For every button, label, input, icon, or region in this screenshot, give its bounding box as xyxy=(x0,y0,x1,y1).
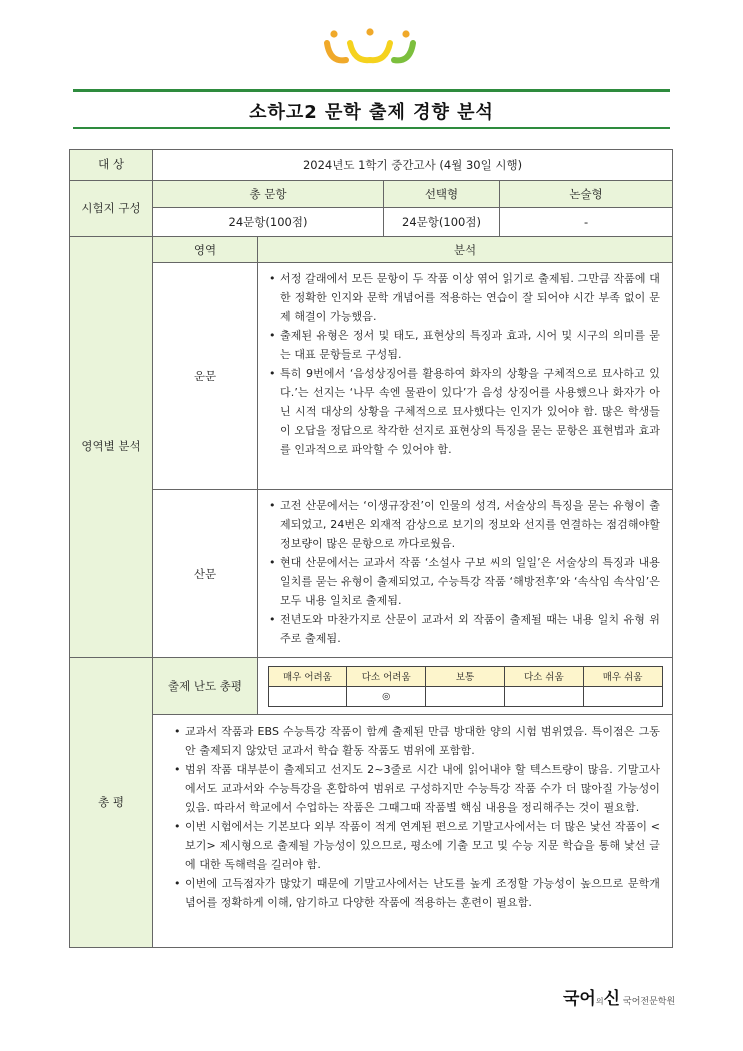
selected-difficulty-mark: ◎ xyxy=(347,686,426,706)
page-title: 소하고2 문학 출제 경향 분석 xyxy=(249,102,494,123)
col-essay-header: 논술형 xyxy=(500,181,673,208)
review-bullet-2: • 범위 작품 대부분이 출제되고 선지도 2~3줄로 시간 내에 읽어내야 할 텍스트량이 많음. 기말고사에서도 교과서와 수능특강을 혼합하여 범위로 구성하지만 수능특강 작품 수가 더 많아질 가능성이 있음. 따라서 학교에서 수업하는 작품은 그때그때 작품별 핵심 내용을 정리해주는 것이 필요함. xyxy=(185,760,660,817)
prose-analysis xyxy=(258,490,673,658)
brand-part-3: 신 xyxy=(603,989,621,1009)
school-logo-icon xyxy=(320,26,420,72)
verse-row xyxy=(70,263,673,490)
mark-very-easy xyxy=(583,686,662,706)
review-bullet-1: • 교과서 작품과 EBS 수능특강 작품이 함께 출제된 만큼 방대한 양의 시험 범위였음. 특이점은 그동안 출제되지 않았던 교과서 학습 활동 작품도 범위에 포함함. xyxy=(185,722,660,760)
title-rule-bottom xyxy=(73,127,670,129)
essay-value: - xyxy=(500,208,673,237)
analysis-header-row xyxy=(70,237,673,263)
total-value: 24문항(100점) xyxy=(153,208,384,237)
choice-value: 24문항(100점) xyxy=(384,208,500,237)
difficulty-label: 출제 난도 총평 xyxy=(153,658,258,715)
difficulty-cell xyxy=(258,658,673,715)
target-value: 2024년도 1학기 중간고사 (4월 30일 시행) xyxy=(153,150,673,181)
review-label: 총 평 xyxy=(70,658,153,948)
verse-bullet-1: • 서정 갈래에서 모든 문항이 두 작품 이상 엮어 읽기로 출제됨. 그만큼 작품에 대한 정확한 인지와 문학 개념어를 적용하는 연습이 잘 되어야 시간 부족 없이 문제 해결이 가능했음. xyxy=(280,269,660,326)
title-rule-top xyxy=(73,89,670,92)
analysis-table xyxy=(69,149,673,948)
difficulty-row xyxy=(70,658,673,715)
area-col-header: 영역 xyxy=(153,237,258,263)
verse-bullet-2: • 출제된 유형은 정서 및 태도, 표현상의 특징과 효과, 시어 및 시구의 의미를 묻는 대표 문항들로 구성됨. xyxy=(280,326,660,364)
brand-part-2: 의 xyxy=(595,997,604,1006)
review-row xyxy=(70,715,673,948)
composition-header-row xyxy=(70,181,673,208)
area-name-verse: 운문 xyxy=(153,263,258,490)
brand-subtitle: 국어전문학원 xyxy=(623,997,676,1007)
composition-value-row xyxy=(70,208,673,237)
level-normal: 보통 xyxy=(426,666,505,686)
analysis-section-label: 영역별 분석 xyxy=(70,237,153,658)
prose-row xyxy=(70,490,673,658)
prose-bullet-3: • 전년도와 마찬가지로 산문이 교과서 외 작품이 출제될 때는 내용 일치 유형 위주로 출제됨. xyxy=(280,610,660,648)
brand-logo xyxy=(563,984,675,1008)
col-choice-header: 선택형 xyxy=(384,181,500,208)
difficulty-scale xyxy=(268,666,663,707)
level-hard: 다소 어려움 xyxy=(347,666,426,686)
verse-bullet-3: • 특히 9번에서 ‘음성상징어를 활용하여 화자의 상황을 구체적으로 묘사하고 있다.’는 선지는 ‘나무 속엔 물관이 있다’가 음성 상징어를 사용했으나 화자가 아닌 시적 대상의 상황을 구체적으로 묘사했다는 인지가 있어야 함. 많은 학생들이 오답을 정답으로 착각한 선지로 표현상의 특징을 묻는 문항은 표현법과 효과를 인과적으로 파악할 수 있어야 함. xyxy=(280,364,660,459)
level-easy: 다소 쉬움 xyxy=(504,666,583,686)
area-name-prose: 산문 xyxy=(153,490,258,658)
level-very-hard: 매우 어려움 xyxy=(268,666,347,686)
verse-analysis xyxy=(258,263,673,490)
prose-bullet-1: • 고전 산문에서는 ‘이생규장전’이 인물의 성격, 서술상의 특징을 묻는 유형이 출제되었고, 24번은 외재적 감상으로 보기의 정보와 선지를 연결하는 점검해야할 정보량이 많은 문항으로 까다로웠음. xyxy=(280,496,660,553)
target-row xyxy=(70,150,673,181)
brand-part-1: 국어 xyxy=(563,989,596,1009)
review-body xyxy=(153,715,673,948)
review-bullet-4: • 이번에 고득점자가 많았기 때문에 기말고사에서는 난도를 높게 조정할 가능성이 높으므로 문학개념어를 정확하게 이해, 암기하고 다양한 작품에 적용하는 훈련이 필요함. xyxy=(185,874,660,912)
target-label: 대 상 xyxy=(70,150,153,181)
composition-label: 시험지 구성 xyxy=(70,181,153,237)
mark-easy xyxy=(504,686,583,706)
review-bullet-3: • 이번 시험에서는 기본보다 외부 작품이 적게 연계된 편으로 기말고사에서는 더 많은 낯선 작품이 <보기> 제시형으로 출제될 가능성이 있으므로, 평소에 기출 모고 및 수능 지문 학습을 통해 낯선 글에 대한 독해력을 길러야 함. xyxy=(185,817,660,874)
mark-normal xyxy=(426,686,505,706)
prose-bullet-2: • 현대 산문에서는 교과서 작품 ‘소설사 구보 씨의 일일’은 서술상의 특징과 내용 일치를 묻는 유형이 출제되었고, 수능특강 작품 ‘해방전후’와 ‘속삭임 속삭임’은 모두 내용 일치로 출제됨. xyxy=(280,553,660,610)
level-very-easy: 매우 쉬움 xyxy=(583,666,662,686)
col-total-header: 총 문항 xyxy=(153,181,384,208)
mark-very-hard xyxy=(268,686,347,706)
analysis-col-header: 분석 xyxy=(258,237,673,263)
